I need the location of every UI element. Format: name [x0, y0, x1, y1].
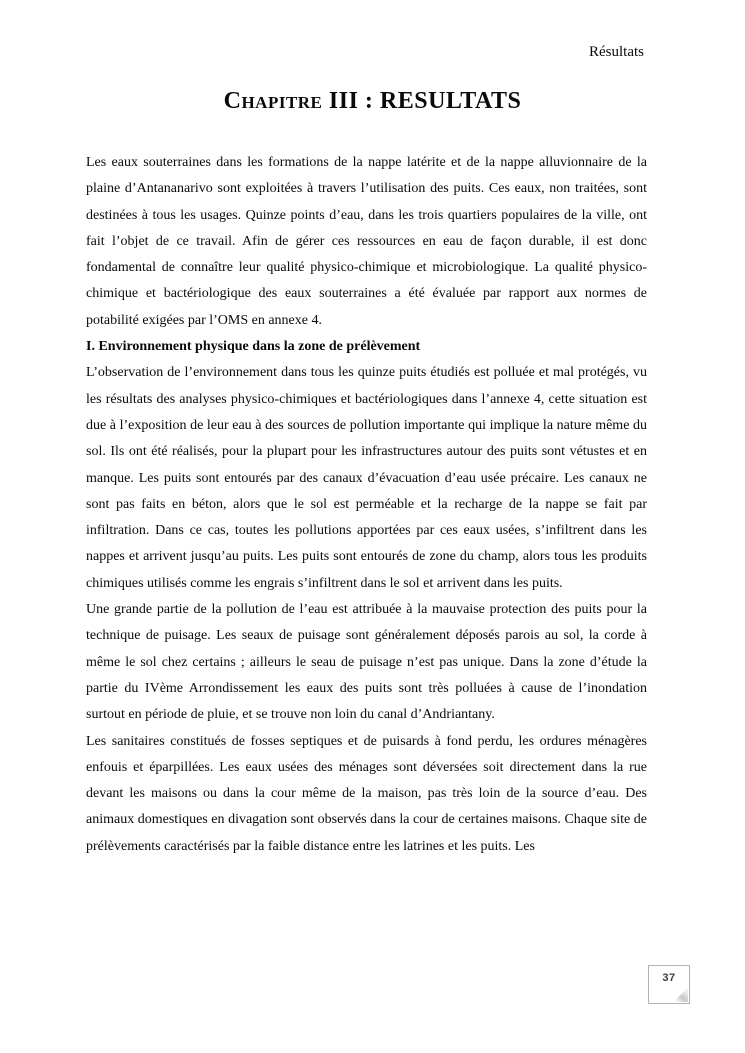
chapter-title: Chapitre III : RESULTATS [223, 88, 522, 114]
page-number-box [648, 965, 690, 1004]
body-text [86, 150, 647, 860]
paragraph-pollution: Une grande partie de la pollution de l’eau est attribuée à la mauvaise protection des puits pour la technique de puisage. Les seaux de puisage sont généralement déposés parois au sol, la corde à même le sol chez certains ; ailleurs le seau de puisage n’est pas unique. Dans la zone d’étude la partie du IVème Arrondissement les eaux des puits sont très polluées à cause de l’inondation surtout en période de pluie, et se trouve non loin du canal d’Andriantany. [86, 602, 647, 723]
page-number: 37 [662, 972, 676, 984]
paragraph-environment: L’observation de l’environnement dans tous les quinze puits étudiés est polluée et mal protégés, vu les résultats des analyses physico-chimiques et bactériologiques dans l’annexe 4, cette situation est due à l’exposition de leur eau à des sources de pollution importante qui implique la nature même du sol. Ils ont été réalisés, pour la plupart pour les infrastructures autour des puits sont vétustes et en manque. Les puits sont entourés par des canaux d’évacuation d’eau usée précaire. Les canaux ne sont pas faits en béton, alors que le sol est perméable et la recharge de la nappe se fait par infiltration. Dans ce cas, toutes les pollutions apportées par ces eaux usées, s’infiltrent dans les nappes et arrivent jusqu’au puits. Les puits sont entourés de zone du champ, alors tous les produits chimiques utilisés comme les engrais s’infiltrent dans le sol et arrivent dans les puits. [86, 365, 647, 591]
paragraph-intro: Les eaux souterraines dans les formations de la nappe latérite et de la nappe alluvionnaire de la plaine d’Antananarivo sont exploitées à travers l’utilisation des puits. Ces eaux, non traitées, sont destinées à tous les usages. Quinze points d’eau, dans les trois quartiers populaires de la ville, ont fait l’objet de ce travail. Afin de gérer ces ressources en eau de façon durable, il est donc fondamental de connaître leur qualité physico-chimique et microbiologique. La qualité physico-chimique et bactériologique des eaux souterraines a été évaluée par rapport aux normes de potabilité exigées par l’OMS en annexe 4. [86, 155, 647, 328]
section-heading: I. Environnement physique dans la zone de prélèvement [86, 339, 421, 355]
paragraph-sanitaires: Les sanitaires constitués de fosses septiques et de puisards à fond perdu, les ordures ménagères enfouis et éparpillées. Les eaux usées des ménages sont déversées soit directement dans la rue devant les maisons ou dans la cour même de la maison, pas très loin de la source d’eau. Des animaux domestiques en divagation sont observés dans la cour de certaines maisons. Chaque site de prélèvements caractérisés par la faible distance entre les latrines et les puits. Les [86, 733, 647, 854]
running-header: Résultats [589, 44, 644, 60]
folded-corner-icon [673, 988, 688, 1002]
